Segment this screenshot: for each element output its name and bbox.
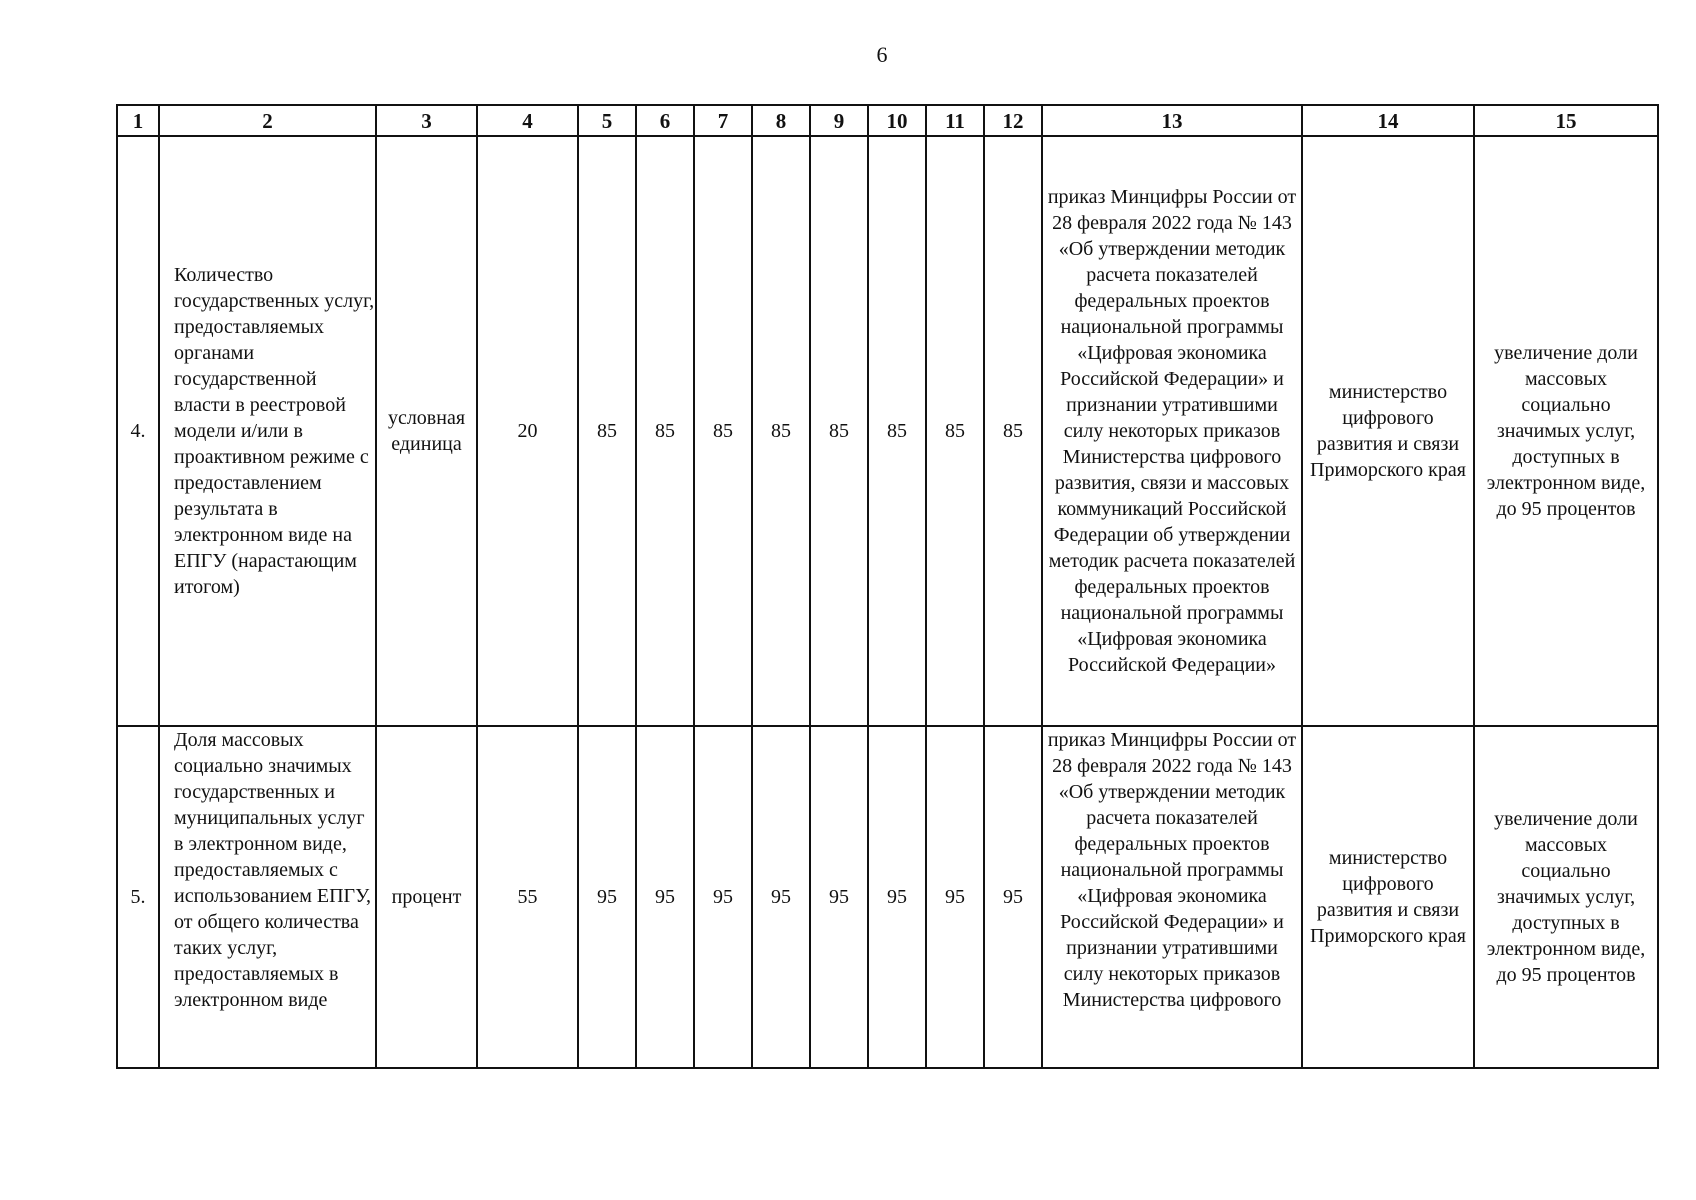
value-cell: 95 <box>984 726 1042 1068</box>
methodology-document: приказ Минцифры России от 28 февраля 2022 года № 143 «Об утверждении методик расчета показателей федеральных проектов национальной программы «Цифровая экономика Российской Федерации» и признании утратившими силу некоторых приказов Министерства цифрового развития, связи и массовых коммуникаций Российской Федерации об утверждении методик расчета показателей федеральных проектов национальной программы «Цифровая экономика Российской Федерации» <box>1042 136 1302 726</box>
value-cell: 85 <box>868 136 926 726</box>
expected-result: увеличение доли массовых социально значимых услуг, доступных в электронном виде, до 95 процентов <box>1474 726 1658 1068</box>
value-cell: 85 <box>984 136 1042 726</box>
column-header: 13 <box>1042 105 1302 136</box>
table-row <box>117 136 1658 726</box>
column-header: 1 <box>117 105 159 136</box>
value-cell: 85 <box>636 136 694 726</box>
row-number: 4. <box>117 136 159 726</box>
base-value: 20 <box>477 136 578 726</box>
methodology-document-text: приказ Минцифры России от 28 февраля 2022 года № 143 «Об утверждении методик расчета показателей федеральных проектов национальной программы «Цифровая экономика Российской Федерации» и признании утратившими силу некоторых приказов Министерства цифрового <box>1047 729 1297 1011</box>
column-header: 15 <box>1474 105 1658 136</box>
indicator-name <box>159 726 376 1068</box>
column-header: 3 <box>376 105 477 136</box>
responsible-body: министерство цифрового развития и связи Приморского края <box>1302 726 1474 1068</box>
page-number: 6 <box>876 42 888 67</box>
unit-of-measure: процент <box>376 726 477 1068</box>
expected-result: увеличение доли массовых социально значимых услуг, доступных в электронном виде, до 95 процентов <box>1474 136 1658 726</box>
value-cell: 85 <box>694 136 752 726</box>
indicator-name-text: Доля массовых социально значимых государственных и муниципальных услуг в электронном виде, предоставляемых с использованием ЕПГУ, от общего количества таких услуг, предоставляемых в электронном виде <box>174 729 372 1011</box>
value-cell: 95 <box>810 726 868 1068</box>
column-header: 6 <box>636 105 694 136</box>
row-number: 5. <box>117 726 159 1068</box>
column-header: 12 <box>984 105 1042 136</box>
column-header: 14 <box>1302 105 1474 136</box>
value-cell: 95 <box>578 726 636 1068</box>
value-cell: 85 <box>926 136 984 726</box>
column-header: 5 <box>578 105 636 136</box>
column-header: 4 <box>477 105 578 136</box>
value-cell: 95 <box>752 726 810 1068</box>
indicators-table <box>116 104 1659 1069</box>
value-cell: 85 <box>810 136 868 726</box>
unit-of-measure: условная единица <box>376 136 477 726</box>
table-row <box>117 726 1658 1068</box>
value-cell: 95 <box>636 726 694 1068</box>
value-cell: 95 <box>868 726 926 1068</box>
table-header-row <box>117 105 1658 136</box>
column-header: 10 <box>868 105 926 136</box>
column-header: 7 <box>694 105 752 136</box>
column-header: 8 <box>752 105 810 136</box>
column-header: 2 <box>159 105 376 136</box>
column-header: 9 <box>810 105 868 136</box>
value-cell: 95 <box>926 726 984 1068</box>
responsible-body: министерство цифрового развития и связи Приморского края <box>1302 136 1474 726</box>
indicator-name: Количество государственных услуг, предоставляемых органами государственной власти в реестровой модели и/или в проактивном режиме с предоставлением результата в электронном виде на ЕПГУ (нарастающим итогом) <box>159 136 376 726</box>
value-cell: 85 <box>752 136 810 726</box>
base-value: 55 <box>477 726 578 1068</box>
methodology-document <box>1042 726 1302 1068</box>
value-cell: 95 <box>694 726 752 1068</box>
value-cell: 85 <box>578 136 636 726</box>
column-header: 11 <box>926 105 984 136</box>
